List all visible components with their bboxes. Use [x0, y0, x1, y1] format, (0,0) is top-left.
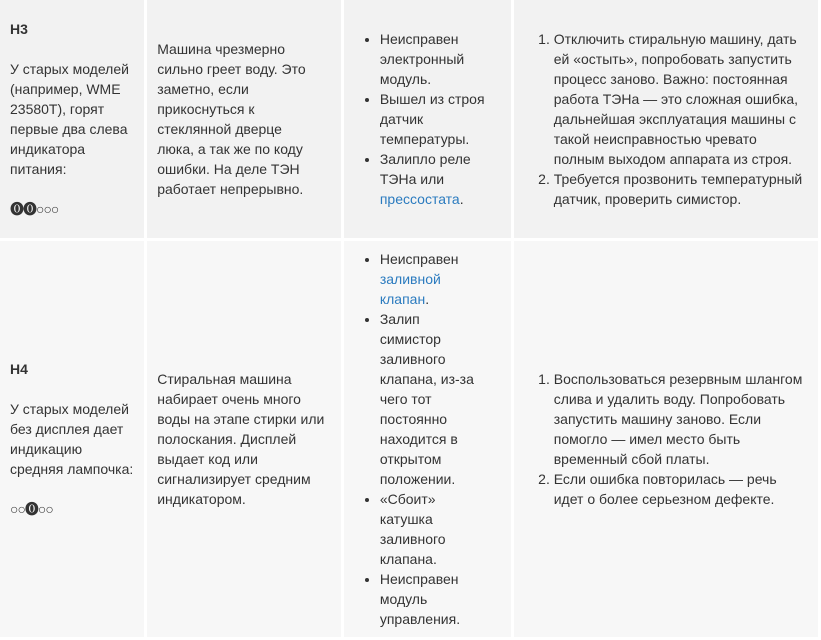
causes-cell: [342, 240, 512, 639]
description-cell: [146, 0, 343, 240]
error-code: H3: [10, 21, 28, 37]
indicator-lamps: ○○⓿○○: [10, 501, 53, 517]
solutions-cell: [512, 0, 819, 240]
list-item: • Вышел из строя датчик температуры.: [380, 89, 501, 149]
cause-text: Неисправен: [379, 251, 459, 267]
list-item: • Залип симистор заливного клапана, из-за чего тот постоянно находится в открытом положении.: [380, 309, 479, 489]
solutions-list: [514, 29, 818, 209]
fill-valve-link[interactable]: заливной клапан: [379, 271, 441, 307]
symptom-description: Машина чрезмерно сильно греет воду. Это заметно, если прикоснуться к стеклянной дверце люка, а так же по коду ошибки. На деле ТЭН работает непрерывно.: [157, 41, 306, 197]
solutions-list: [514, 369, 818, 509]
indicator-note: У старых моделей (например, WME 23580T), горят первые два слева индикатора питания:: [10, 61, 129, 177]
causes-cell: [342, 0, 512, 240]
cause-text: .: [425, 291, 430, 307]
code-cell: [0, 0, 146, 240]
list-item: • Неисправен электронный модуль.: [380, 29, 501, 89]
list-item: • «Сбоит» катушка заливного клапана.: [380, 489, 479, 569]
table-row: [0, 0, 820, 240]
description-cell: [146, 240, 343, 639]
table-row: [0, 240, 820, 639]
causes-list: [344, 29, 511, 209]
solutions-cell: [512, 240, 819, 639]
symptom-description: Стиральная машина набирает очень много воды на этапе стирки или полоскания. Дисплей выдает код или сигнализирует средним индикатором.: [157, 371, 325, 507]
list-item: 2. Требуется прозвонить температурный датчик, проверить симистор.: [554, 169, 806, 209]
list-item: 1. Воспользоваться резервным шлангом слива и удалить воду. Попробовать запустить машину заново. Если помогло — имел место быть временный сбой платы.: [554, 369, 806, 469]
cause-text: .: [459, 191, 464, 207]
code-cell: [0, 240, 146, 639]
indicator-note: У старых моделей без дисплея дает индикацию средняя лампочка:: [10, 401, 134, 477]
list-item: [380, 249, 479, 309]
list-item: [380, 149, 501, 209]
pressure-switch-link[interactable]: прессостата: [379, 191, 460, 207]
list-item: 2. Если ошибка повторилась — речь идет о более серьезном дефекте.: [554, 469, 806, 509]
cause-text: Залипло реле ТЭНа или: [379, 151, 471, 187]
indicator-lamps: ⓿⓿○○○: [10, 201, 59, 217]
list-item: 1. Отключить стиральную машину, дать ей «остыть», попробовать запустить процесс заново. Важно: постоянная работа ТЭНа — это сложная ошибка, дальнейшая эксплуатация машины с такой неисправностью чревато полным выходом аппарата из строя.: [554, 29, 806, 169]
list-item: • Неисправен модуль управления.: [380, 569, 479, 629]
causes-list: [344, 249, 511, 629]
error-code: H4: [10, 361, 28, 377]
